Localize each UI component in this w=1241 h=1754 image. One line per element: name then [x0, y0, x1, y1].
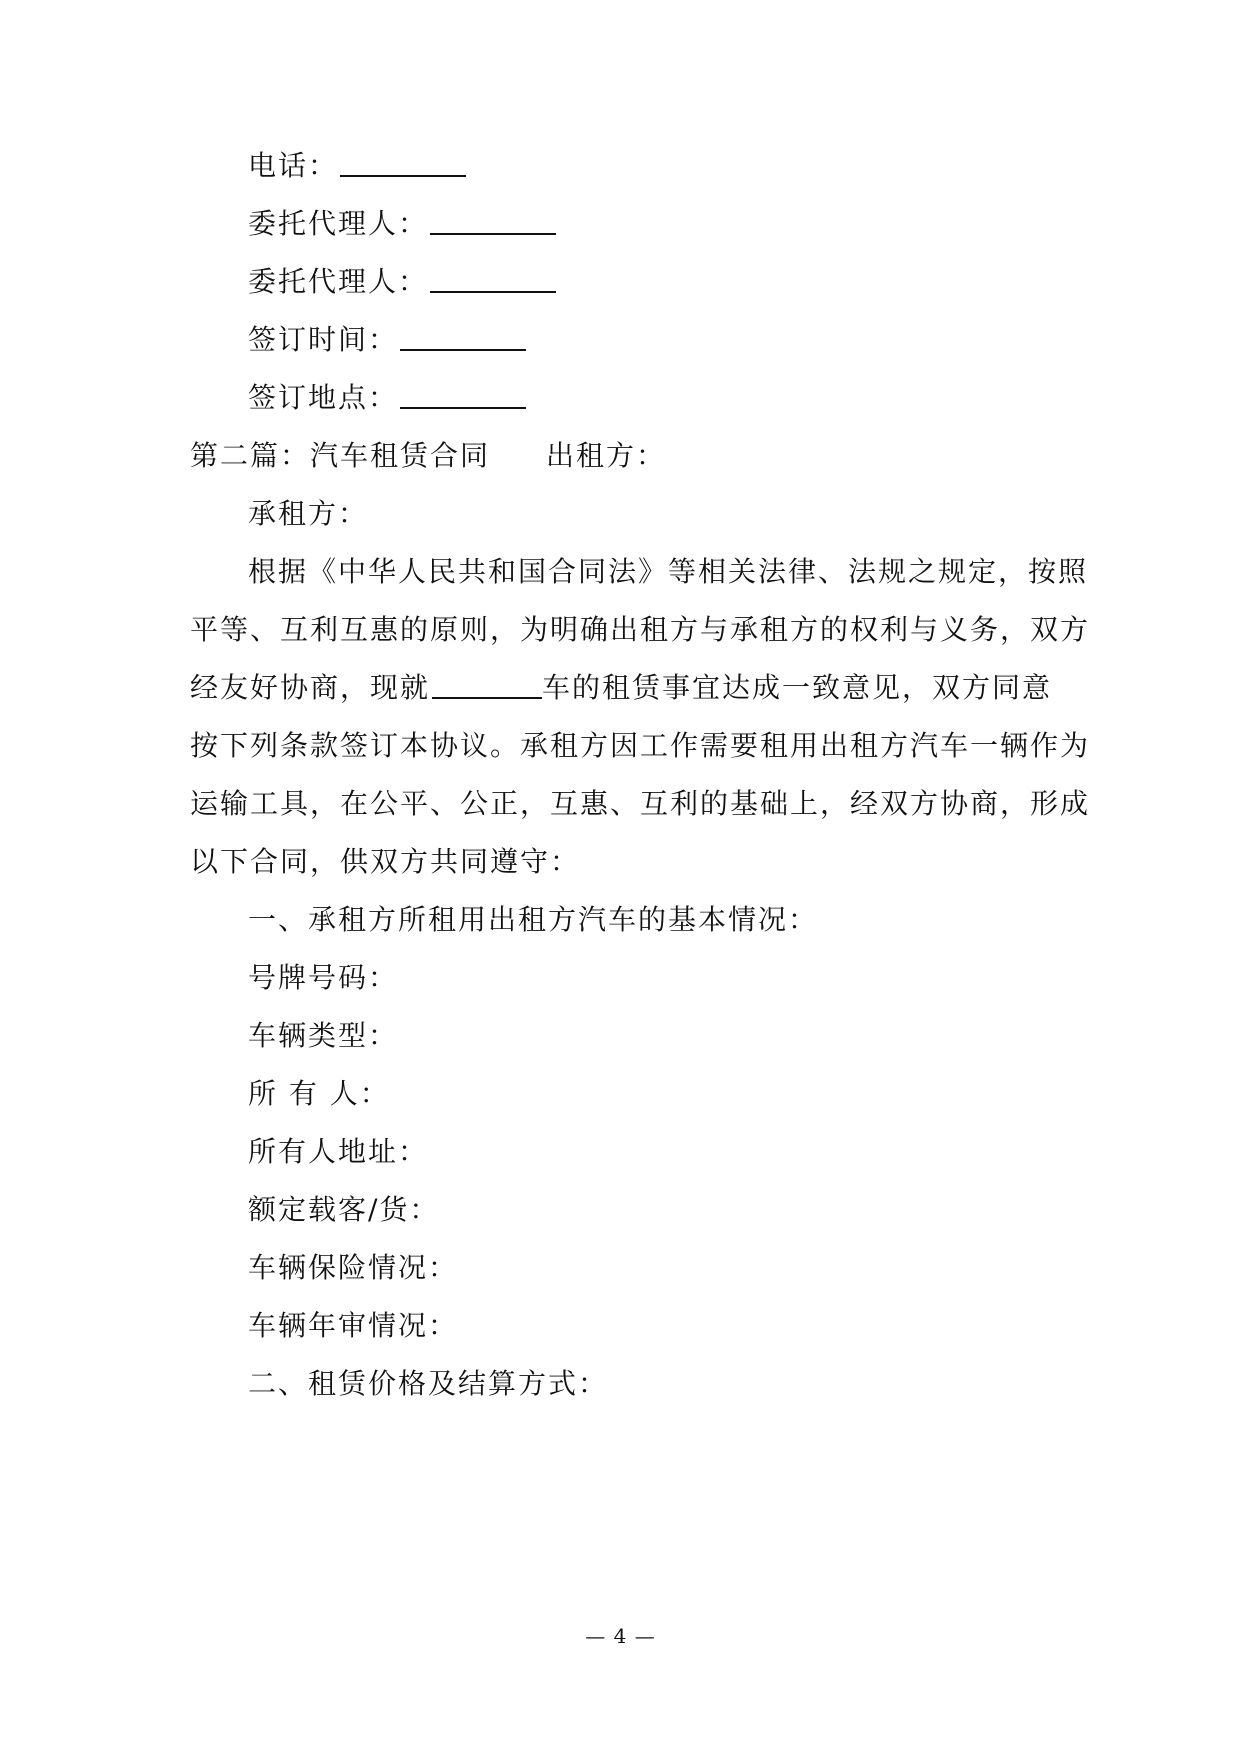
sign-place-line	[248, 378, 526, 418]
sign-time-line	[248, 320, 526, 360]
lessor-label: 出租方：	[546, 439, 667, 472]
agent-label-1: 委托代理人：	[248, 207, 429, 240]
phone-label: 电话：	[248, 149, 339, 182]
body-line	[190, 668, 1052, 708]
agent-blank-1	[430, 207, 556, 235]
clause-item: 额定载客/货：	[248, 1193, 440, 1226]
body-text: 车的租赁事宜达成一致意见，双方同意	[542, 671, 1053, 704]
lessee-line	[248, 494, 368, 534]
page-number: — 4 —	[585, 1624, 656, 1648]
clause-two-title: 二、租赁价格及结算方式：	[248, 1367, 609, 1400]
sign-time-label: 签订时间：	[248, 323, 399, 356]
body-line: 运输工具，在公平、公正，互惠、互利的基础上，经双方协商，形成	[190, 787, 1091, 820]
agent-blank-2	[430, 265, 556, 293]
clause-item: 车辆年审情况：	[248, 1309, 459, 1342]
clause-item: 号牌号码：	[248, 961, 399, 994]
body-line: 按下列条款签订本协议。承租方因工作需要租用出租方汽车一辆作为	[190, 729, 1091, 762]
section-heading	[190, 436, 666, 476]
body-line: 根据《中华人民共和国合同法》等相关法律、法规之规定，按照	[248, 555, 1089, 588]
agent-line-1	[248, 204, 556, 244]
sign-place-label: 签订地点：	[248, 381, 399, 414]
section-title: 第二篇：汽车租赁合同	[190, 439, 491, 472]
clause-item: 所 有 人：	[248, 1077, 390, 1110]
agent-label-2: 委托代理人：	[248, 265, 429, 298]
body-text: 经友好协商，现就	[190, 671, 431, 704]
phone-blank	[340, 149, 466, 177]
agent-line-2	[248, 262, 556, 302]
clause-item: 车辆保险情况：	[248, 1251, 459, 1284]
body-line: 以下合同，供双方共同遵守：	[190, 845, 581, 878]
body-line: 平等、互利互惠的原则，为明确出租方与承租方的权利与义务，双方	[190, 613, 1091, 646]
sign-place-blank	[400, 381, 526, 409]
lessee-label: 承租方：	[248, 497, 369, 530]
clause-item: 所有人地址：	[248, 1135, 429, 1168]
sign-time-blank	[400, 323, 526, 351]
clause-item: 车辆类型：	[248, 1019, 399, 1052]
phone-line	[248, 146, 466, 186]
vehicle-blank	[432, 671, 542, 699]
clause-one-title: 一、承租方所租用出租方汽车的基本情况：	[248, 903, 819, 936]
